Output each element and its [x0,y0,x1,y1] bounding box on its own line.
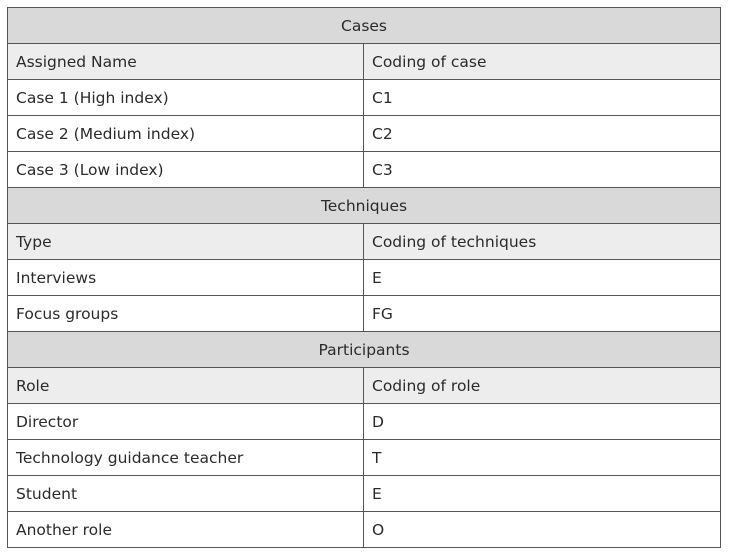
column-header: Type [8,224,364,260]
column-header: Role [8,368,364,404]
column-header-row [8,44,721,80]
section-title: Cases [8,8,721,44]
section-header-participants [8,332,721,368]
table-cell: Case 2 (Medium index) [8,116,364,152]
column-header: Coding of role [364,368,721,404]
table-cell: T [364,440,721,476]
table-cell: FG [364,296,721,332]
coding-table-container [7,7,720,548]
table-row [8,512,721,548]
table-row [8,152,721,188]
section-title: Techniques [8,188,721,224]
table-row [8,404,721,440]
coding-table [7,7,721,548]
column-header-row [8,368,721,404]
table-cell: Case 1 (High index) [8,80,364,116]
table-row [8,116,721,152]
table-row [8,440,721,476]
table-row [8,296,721,332]
column-header: Assigned Name [8,44,364,80]
column-header-row [8,224,721,260]
table-cell: C3 [364,152,721,188]
table-row [8,80,721,116]
table-cell: Another role [8,512,364,548]
column-header: Coding of techniques [364,224,721,260]
table-cell: C1 [364,80,721,116]
table-cell: E [364,260,721,296]
section-header-cases [8,8,721,44]
section-header-techniques [8,188,721,224]
table-cell: E [364,476,721,512]
table-cell: D [364,404,721,440]
table-row [8,476,721,512]
table-row [8,260,721,296]
table-cell: C2 [364,116,721,152]
table-cell: Technology guidance teacher [8,440,364,476]
table-cell: Focus groups [8,296,364,332]
table-cell: Case 3 (Low index) [8,152,364,188]
table-cell: Student [8,476,364,512]
section-title: Participants [8,332,721,368]
table-cell: Director [8,404,364,440]
column-header: Coding of case [364,44,721,80]
table-cell: O [364,512,721,548]
table-cell: Interviews [8,260,364,296]
